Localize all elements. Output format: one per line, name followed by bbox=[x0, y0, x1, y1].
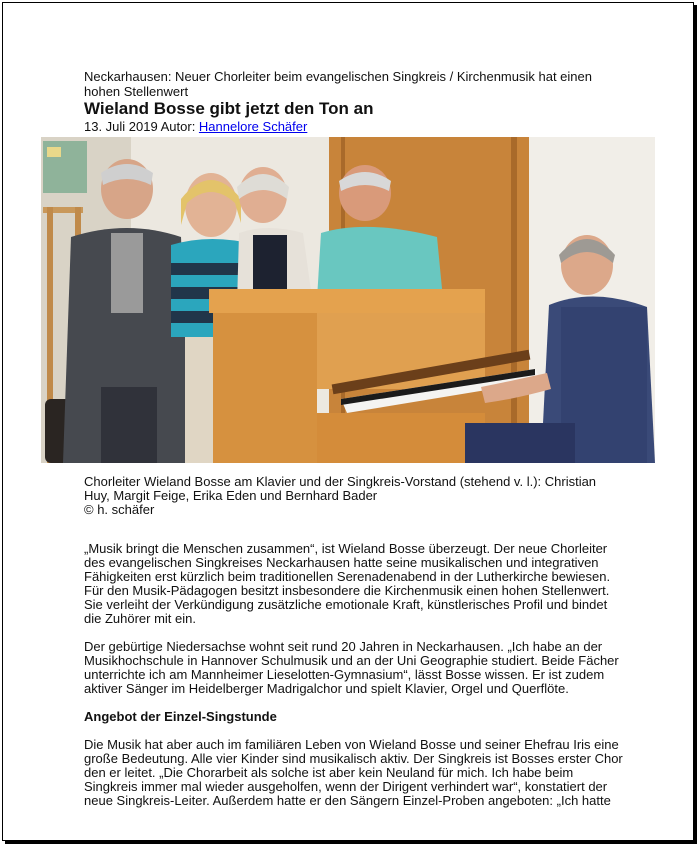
article-photo bbox=[41, 137, 655, 463]
subheading: Angebot der Einzel-Singstunde bbox=[84, 709, 277, 724]
photo-caption bbox=[84, 475, 624, 517]
article-header bbox=[84, 69, 624, 134]
article-body bbox=[84, 542, 624, 822]
article-kicker: Neckarhausen: Neuer Chorleiter beim evangelischen Singkreis / Kirchenmusik hat einen hohen Stellenwert bbox=[84, 69, 592, 99]
author-link[interactable]: Hannelore Schäfer bbox=[198, 119, 308, 134]
article-headline: Wieland Bosse gibt jetzt den Ton an bbox=[84, 99, 374, 118]
article-meta bbox=[84, 119, 624, 134]
photo-illustration bbox=[41, 137, 655, 463]
paragraph-2: Der gebürtige Niedersachse wohnt seit rund 20 Jahren in Neckarhausen. „Ich habe an der Musikhochschule in Hannover Schulmusik und an der Uni Geographie studiert. Beide Fächer unterrichte ich am Mannheimer Lieselotten-Gymnasium“, lässt Bosse wissen. Er ist zudem aktiver Sänger im Heidelberger Madrigalchor und spielt Klavier, Orgel und Querflöte. bbox=[84, 639, 619, 696]
photo-credit: © h. schäfer bbox=[84, 502, 155, 517]
caption-text: Chorleiter Wieland Bosse am Klavier und der Singkreis-Vorstand (stehend v. l.): Christian Huy, Margit Feige, Erika Eden und Bernhard Bader bbox=[84, 474, 597, 503]
paragraph-1: „Musik bringt die Menschen zusammen“, ist Wieland Bosse überzeugt. Der neue Chorleiter des evangelischen Singkreises Neckarhausen hatte seine musikalischen und integrativen Fähigkeiten erst kürzlich beim traditionellen Serenadenabend in der Lutherkirche bewiesen. Für den Musik-Pädagogen besitzt insbesondere die Kirchenmusik einen hohen Stellenwert. Sie verleiht der Verkündigung zusätzliche emotionale Kraft, künstlerisches Profil und bindet die Zuhörer mit ein. bbox=[84, 541, 611, 626]
article-date: 13. Juli 2019 Autor: bbox=[84, 119, 199, 134]
paragraph-3: Die Musik hat aber auch im familiären Leben von Wieland Bosse und seiner Ehefrau Iris eine große Bedeutung. Alle vier Kinder sind musikalisch aktiv. Der Singkreis ist Bosses erster Chor den er leitet. „Die Chorarbeit als solche ist aber kein Neuland für mich. Ich habe beim Singkreis immer mal wieder ausgeholfen, wenn der Dirigent verhindert war“, konstatiert der neue Singkreis-Leiter. Außerdem hatte er den Sängern Einzel-Proben angeboten: „Ich hatte bbox=[84, 737, 623, 808]
